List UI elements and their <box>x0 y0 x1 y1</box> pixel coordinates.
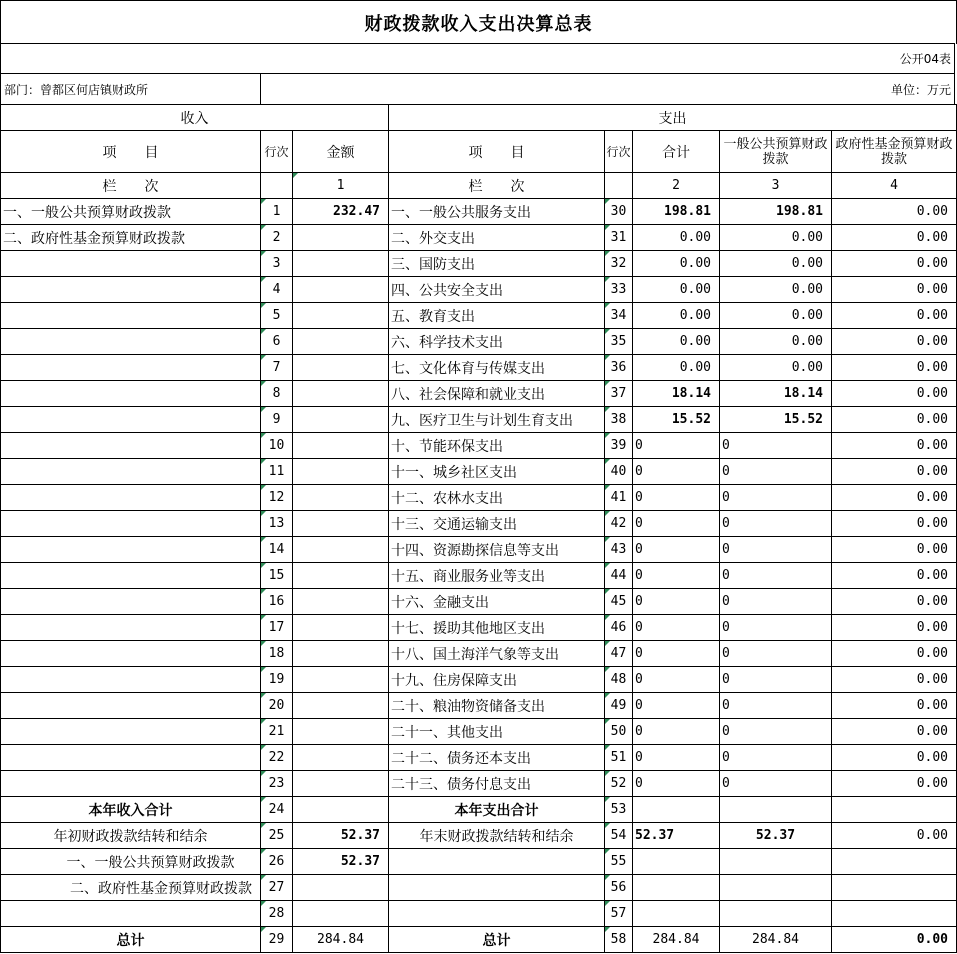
expense-item: 八、社会保障和就业支出 <box>389 381 605 407</box>
expense-item: 四、公共安全支出 <box>389 277 605 303</box>
income-amount <box>293 355 389 381</box>
expense-general: 0.00 <box>720 225 832 251</box>
col-3-label: 3 <box>720 173 832 199</box>
expense-fund: 0.00 <box>832 563 957 589</box>
expense-item: 十六、金融支出 <box>389 589 605 615</box>
expense-total-label: 本年支出合计 <box>389 797 605 823</box>
income-row-no: 5 <box>261 303 293 329</box>
table-row <box>1 693 957 719</box>
blank-cell <box>389 875 605 901</box>
grand-ex-fund: 0.00 <box>832 927 957 953</box>
income-amount <box>293 251 389 277</box>
income-row-no: 11 <box>261 459 293 485</box>
expense-general: 0 <box>720 563 832 589</box>
expense-row-no: 39 <box>605 433 633 459</box>
carry-ex-label: 年末财政拨款结转和结余 <box>389 823 605 849</box>
income-item <box>1 511 261 537</box>
expense-total: 0 <box>633 667 720 693</box>
summary-row <box>1 797 957 823</box>
income-amount <box>293 615 389 641</box>
blank-cell <box>832 849 957 875</box>
grand-total-no: 29 <box>261 927 293 953</box>
income-row-no: 18 <box>261 641 293 667</box>
expense-general: 0 <box>720 667 832 693</box>
income-amount <box>293 771 389 797</box>
expense-row-no: 38 <box>605 407 633 433</box>
summary-row <box>1 927 957 953</box>
expense-row-no: 33 <box>605 277 633 303</box>
carry-ex-total: 52.37 <box>633 823 720 849</box>
carry-fund-no: 27 <box>261 875 293 901</box>
blank-cell <box>720 901 832 927</box>
expense-fund: 0.00 <box>832 771 957 797</box>
expense-row-no: 42 <box>605 511 633 537</box>
table-row <box>1 251 957 277</box>
income-amount <box>293 329 389 355</box>
summary-row <box>1 849 957 875</box>
income-row-no: 23 <box>261 771 293 797</box>
blank-cell <box>720 849 832 875</box>
income-item <box>1 589 261 615</box>
blank-cell <box>832 901 957 927</box>
department-label: 部门：曾都区何店镇财政所 <box>1 74 261 104</box>
expense-row-no: 41 <box>605 485 633 511</box>
carry-ex-no: 54 <box>605 823 633 849</box>
expense-general: 0 <box>720 693 832 719</box>
blank-cell <box>633 849 720 875</box>
blank-cell <box>293 875 389 901</box>
grand-total-label: 总计 <box>1 927 261 953</box>
expense-general: 15.52 <box>720 407 832 433</box>
report-title: 财政拨款收入支出决算总表 <box>0 0 957 44</box>
expense-item: 十五、商业服务业等支出 <box>389 563 605 589</box>
expense-general: 0.00 <box>720 277 832 303</box>
expense-fund: 0.00 <box>832 277 957 303</box>
form-number-text: 公开04表 <box>899 52 951 66</box>
expense-fund: 0.00 <box>832 537 957 563</box>
expense-general: 0.00 <box>720 303 832 329</box>
expense-fund: 0.00 <box>832 303 957 329</box>
expense-fund: 0.00 <box>832 693 957 719</box>
table-row <box>1 641 957 667</box>
fund-budget-header: 政府性基金预算财政拨款 <box>832 131 957 173</box>
expense-row-no: 35 <box>605 329 633 355</box>
expense-general: 0 <box>720 641 832 667</box>
income-item <box>1 537 261 563</box>
income-item <box>1 693 261 719</box>
expense-general: 18.14 <box>720 381 832 407</box>
blank-cell <box>389 849 605 875</box>
income-row-no: 12 <box>261 485 293 511</box>
budget-table <box>0 104 957 953</box>
summary-row <box>1 823 957 849</box>
dept-unit-row <box>0 73 955 104</box>
income-row-no: 14 <box>261 537 293 563</box>
table-row <box>1 329 957 355</box>
income-amount <box>293 407 389 433</box>
table-row <box>1 355 957 381</box>
expense-item: 十二、农林水支出 <box>389 485 605 511</box>
expense-item: 六、科学技术支出 <box>389 329 605 355</box>
income-row-no: 15 <box>261 563 293 589</box>
blank-cell <box>832 875 957 901</box>
expense-fund: 0.00 <box>832 641 957 667</box>
income-amount <box>293 693 389 719</box>
expense-total: 0 <box>633 511 720 537</box>
income-item <box>1 641 261 667</box>
blank-ex-no: 57 <box>605 901 633 927</box>
expense-general: 0 <box>720 771 832 797</box>
table-row <box>1 433 957 459</box>
unit-label: 单位：万元 <box>890 82 951 97</box>
expense-item: 十九、住房保障支出 <box>389 667 605 693</box>
expense-item: 十三、交通运输支出 <box>389 511 605 537</box>
expense-item: 三、国防支出 <box>389 251 605 277</box>
summary-row <box>1 901 957 927</box>
expense-row-no: 50 <box>605 719 633 745</box>
expense-fund: 0.00 <box>832 381 957 407</box>
grand-ex-general: 284.84 <box>720 927 832 953</box>
amount-header: 金额 <box>293 131 389 173</box>
income-amount <box>293 667 389 693</box>
income-row-no: 22 <box>261 745 293 771</box>
expense-general: 0.00 <box>720 355 832 381</box>
expense-item: 五、教育支出 <box>389 303 605 329</box>
income-row-no: 16 <box>261 589 293 615</box>
income-item <box>1 667 261 693</box>
table-row <box>1 589 957 615</box>
expense-total: 0 <box>633 745 720 771</box>
carry-ex-fund: 0.00 <box>832 823 957 849</box>
income-amount <box>293 641 389 667</box>
expense-fund: 0.00 <box>832 355 957 381</box>
table-row <box>1 459 957 485</box>
table-row <box>1 537 957 563</box>
carry-general-label: 一、一般公共预算财政拨款 <box>1 849 261 875</box>
expense-general: 0 <box>720 485 832 511</box>
expense-total: 0 <box>633 771 720 797</box>
expense-item: 十一、城乡社区支出 <box>389 459 605 485</box>
expense-total: 0.00 <box>633 355 720 381</box>
expense-total: 0 <box>633 563 720 589</box>
blank-cell <box>293 901 389 927</box>
expense-general: 0 <box>720 719 832 745</box>
table-row <box>1 719 957 745</box>
expense-general: 0 <box>720 745 832 771</box>
expense-row-no: 32 <box>605 251 633 277</box>
income-amount <box>293 381 389 407</box>
expense-item: 十七、援助其他地区支出 <box>389 615 605 641</box>
table-row <box>1 225 957 251</box>
income-amount <box>293 563 389 589</box>
table-row <box>1 199 957 225</box>
expense-row-no: 49 <box>605 693 633 719</box>
expense-row-no: 51 <box>605 745 633 771</box>
income-item <box>1 355 261 381</box>
income-lanci: 栏 次 <box>1 173 261 199</box>
income-amount <box>293 433 389 459</box>
expense-total: 0.00 <box>633 277 720 303</box>
expense-general: 0 <box>720 589 832 615</box>
expense-item-header: 项 目 <box>389 131 605 173</box>
income-item <box>1 615 261 641</box>
expense-header: 支出 <box>389 105 957 131</box>
expense-fund: 0.00 <box>832 719 957 745</box>
income-item <box>1 563 261 589</box>
table-row <box>1 407 957 433</box>
income-amount <box>293 277 389 303</box>
carry-in-label: 年初财政拨款结转和结余 <box>1 823 261 849</box>
blank-cell <box>633 875 720 901</box>
expense-row-no: 45 <box>605 589 633 615</box>
expense-total-t <box>633 797 720 823</box>
expense-row-no: 44 <box>605 563 633 589</box>
carry-in-no: 25 <box>261 823 293 849</box>
income-item <box>1 303 261 329</box>
col-4-label: 4 <box>832 173 957 199</box>
expense-row-no: 34 <box>605 303 633 329</box>
table-row <box>1 745 957 771</box>
income-item <box>1 407 261 433</box>
expense-total-no: 53 <box>605 797 633 823</box>
grand-total-amount: 284.84 <box>293 927 389 953</box>
income-row-no: 3 <box>261 251 293 277</box>
expense-total: 0 <box>633 641 720 667</box>
income-amount <box>293 303 389 329</box>
income-row-no: 17 <box>261 615 293 641</box>
income-row-no: 1 <box>261 199 293 225</box>
income-header: 收入 <box>1 105 389 131</box>
income-rowno-header: 行次 <box>261 131 293 173</box>
income-row-no: 9 <box>261 407 293 433</box>
expense-general: 0.00 <box>720 251 832 277</box>
expense-item: 十四、资源勘探信息等支出 <box>389 537 605 563</box>
income-row-no: 4 <box>261 277 293 303</box>
income-amount <box>293 225 389 251</box>
blank-cell <box>1 901 261 927</box>
grand-ex-total-no: 58 <box>605 927 633 953</box>
expense-fund: 0.00 <box>832 511 957 537</box>
expense-lanci: 栏 次 <box>389 173 605 199</box>
income-row-no: 20 <box>261 693 293 719</box>
income-amount <box>293 719 389 745</box>
expense-item: 十、节能环保支出 <box>389 433 605 459</box>
income-amount: 232.47 <box>293 199 389 225</box>
expense-fund: 0.00 <box>832 407 957 433</box>
expense-row-no: 52 <box>605 771 633 797</box>
income-row-no: 8 <box>261 381 293 407</box>
expense-item: 九、医疗卫生与计划生育支出 <box>389 407 605 433</box>
expense-total: 0 <box>633 485 720 511</box>
grand-ex-total: 284.84 <box>633 927 720 953</box>
expense-item: 二十一、其他支出 <box>389 719 605 745</box>
income-item <box>1 433 261 459</box>
income-row-no: 2 <box>261 225 293 251</box>
expense-row-no: 47 <box>605 641 633 667</box>
expense-total: 0.00 <box>633 329 720 355</box>
expense-fund: 0.00 <box>832 329 957 355</box>
expense-fund: 0.00 <box>832 615 957 641</box>
carry-general-ex-no: 55 <box>605 849 633 875</box>
blank-cell <box>389 901 605 927</box>
expense-fund: 0.00 <box>832 459 957 485</box>
col-2-label: 2 <box>633 173 720 199</box>
table-row <box>1 303 957 329</box>
expense-total: 0 <box>633 693 720 719</box>
general-budget-header: 一般公共预算财政拨款 <box>720 131 832 173</box>
expense-total: 0 <box>633 459 720 485</box>
expense-general: 0 <box>720 537 832 563</box>
carry-general-amount: 52.37 <box>293 849 389 875</box>
table-row <box>1 277 957 303</box>
income-amount <box>293 745 389 771</box>
expense-item: 七、文化体育与传媒支出 <box>389 355 605 381</box>
income-item <box>1 745 261 771</box>
income-row-no: 10 <box>261 433 293 459</box>
income-total-no: 24 <box>261 797 293 823</box>
income-row-no: 19 <box>261 667 293 693</box>
expense-total: 0.00 <box>633 303 720 329</box>
income-item <box>1 459 261 485</box>
income-item <box>1 719 261 745</box>
expense-fund: 0.00 <box>832 485 957 511</box>
expense-general: 0 <box>720 433 832 459</box>
table-row <box>1 771 957 797</box>
carry-fund-label: 二、政府性基金预算财政拨款 <box>1 875 261 901</box>
income-amount <box>293 537 389 563</box>
expense-total: 0.00 <box>633 251 720 277</box>
expense-item: 十八、国土海洋气象等支出 <box>389 641 605 667</box>
expense-total: 0 <box>633 615 720 641</box>
income-item <box>1 251 261 277</box>
income-row-no: 21 <box>261 719 293 745</box>
expense-row-no: 48 <box>605 667 633 693</box>
expense-total-g <box>720 797 832 823</box>
expense-row-no: 30 <box>605 199 633 225</box>
income-item <box>1 485 261 511</box>
expense-fund: 0.00 <box>832 251 957 277</box>
expense-item: 二、外交支出 <box>389 225 605 251</box>
income-item <box>1 329 261 355</box>
expense-general: 0.00 <box>720 329 832 355</box>
blank-cell <box>633 901 720 927</box>
expense-general: 0 <box>720 615 832 641</box>
carry-ex-general: 52.37 <box>720 823 832 849</box>
expense-total: 0 <box>633 719 720 745</box>
carry-general-no: 26 <box>261 849 293 875</box>
expense-fund: 0.00 <box>832 745 957 771</box>
expense-total: 18.14 <box>633 381 720 407</box>
total-header: 合计 <box>633 131 720 173</box>
expense-lanci-no <box>605 173 633 199</box>
expense-item: 二十三、债务付息支出 <box>389 771 605 797</box>
expense-total: 15.52 <box>633 407 720 433</box>
income-item: 一、一般公共预算财政拨款 <box>1 199 261 225</box>
carry-in-amount: 52.37 <box>293 823 389 849</box>
table-row <box>1 511 957 537</box>
income-total-amount <box>293 797 389 823</box>
income-row-no: 7 <box>261 355 293 381</box>
expense-rowno-header: 行次 <box>605 131 633 173</box>
expense-item: 一、一般公共服务支出 <box>389 199 605 225</box>
grand-ex-total-label: 总计 <box>389 927 605 953</box>
expense-total: 0 <box>633 589 720 615</box>
table-row <box>1 667 957 693</box>
expense-fund: 0.00 <box>832 589 957 615</box>
expense-row-no: 31 <box>605 225 633 251</box>
expense-row-no: 43 <box>605 537 633 563</box>
expense-row-no: 40 <box>605 459 633 485</box>
expense-row-no: 36 <box>605 355 633 381</box>
table-row <box>1 485 957 511</box>
expense-row-no: 37 <box>605 381 633 407</box>
income-item: 二、政府性基金预算财政拨款 <box>1 225 261 251</box>
expense-fund: 0.00 <box>832 433 957 459</box>
expense-item: 二十、粮油物资储备支出 <box>389 693 605 719</box>
income-item <box>1 277 261 303</box>
income-row-no: 6 <box>261 329 293 355</box>
summary-row <box>1 875 957 901</box>
expense-total: 198.81 <box>633 199 720 225</box>
income-amount <box>293 511 389 537</box>
table-row <box>1 381 957 407</box>
income-row-no: 13 <box>261 511 293 537</box>
expense-row-no: 46 <box>605 615 633 641</box>
expense-fund: 0.00 <box>832 667 957 693</box>
income-item <box>1 381 261 407</box>
expense-general: 0 <box>720 511 832 537</box>
income-amount <box>293 589 389 615</box>
expense-general: 0 <box>720 459 832 485</box>
carry-fund-ex-no: 56 <box>605 875 633 901</box>
table-row <box>1 563 957 589</box>
expense-item: 二十二、债务还本支出 <box>389 745 605 771</box>
income-amount <box>293 459 389 485</box>
blank-cell <box>720 875 832 901</box>
form-number <box>0 43 955 73</box>
expense-general: 198.81 <box>720 199 832 225</box>
blank-row-no: 28 <box>261 901 293 927</box>
table-row <box>1 615 957 641</box>
expense-total: 0.00 <box>633 225 720 251</box>
expense-total: 0 <box>633 433 720 459</box>
expense-fund: 0.00 <box>832 225 957 251</box>
income-item-header: 项 目 <box>1 131 261 173</box>
income-total-label: 本年收入合计 <box>1 797 261 823</box>
col-1-label: 1 <box>293 173 389 199</box>
expense-total-f <box>832 797 957 823</box>
income-item <box>1 771 261 797</box>
expense-total: 0 <box>633 537 720 563</box>
income-amount <box>293 485 389 511</box>
income-lanci-no <box>261 173 293 199</box>
expense-fund: 0.00 <box>832 199 957 225</box>
